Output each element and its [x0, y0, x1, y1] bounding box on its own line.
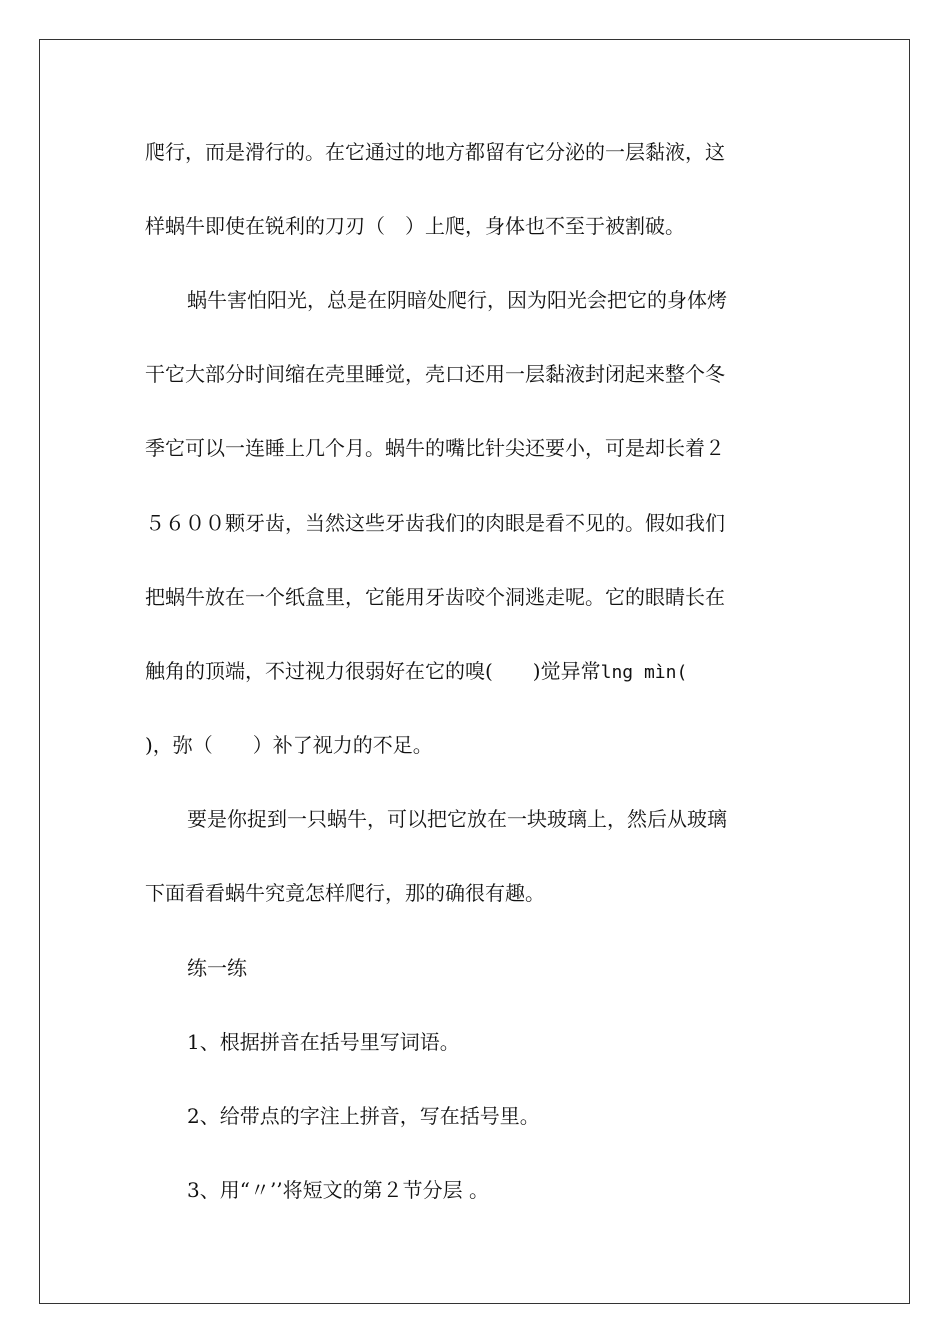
paragraph-line-1: 爬行，而是滑行的。在它通过的地方都留有它分泌的一层黏液，这 — [145, 140, 725, 164]
paragraph-line-8 — [145, 659, 687, 685]
exercise-item-2: 2、给带点的字注上拼音，写在括号里。 — [187, 1104, 540, 1128]
exercise-item-1: 1、根据拼音在括号里写词语。 — [187, 1030, 460, 1054]
paragraph-line-10: 要是你捉到一只蜗牛，可以把它放在一块玻璃上，然后从玻璃 — [187, 807, 727, 831]
paragraph-line-9: )，弥（ ）补了视力的不足。 — [145, 733, 433, 757]
paragraph-line-8-text: 触角的顶端，不过视力很弱好在它的嗅( )觉异常 — [145, 659, 601, 683]
pinyin-text: lng mìn( — [600, 662, 688, 683]
exercise-heading: 练一练 — [187, 956, 247, 980]
paragraph-line-7: 把蜗牛放在一个纸盒里，它能用牙齿咬个洞逃走呢。它的眼睛长在 — [145, 585, 725, 609]
paragraph-line-5: 季它可以一连睡上几个月。蜗牛的嘴比针尖还要小，可是却长着２ — [145, 436, 725, 460]
exercise-item-3: 3、用“〃’’将短文的第２节分层 。 — [187, 1178, 490, 1202]
paragraph-line-6: ５６００颗牙齿，当然这些牙齿我们的肉眼是看不见的。假如我们 — [145, 511, 725, 535]
paragraph-line-2: 样蜗牛即使在锐利的刀刃（ ）上爬，身体也不至于被割破。 — [145, 214, 685, 238]
paragraph-line-3: 蜗牛害怕阳光，总是在阴暗处爬行，因为阳光会把它的身体烤 — [187, 288, 727, 312]
paragraph-line-11: 下面看看蜗牛究竟怎样爬行，那的确很有趣。 — [145, 881, 545, 905]
paragraph-line-4: 干它大部分时间缩在壳里睡觉，壳口还用一层黏液封闭起来整个冬 — [145, 362, 725, 386]
